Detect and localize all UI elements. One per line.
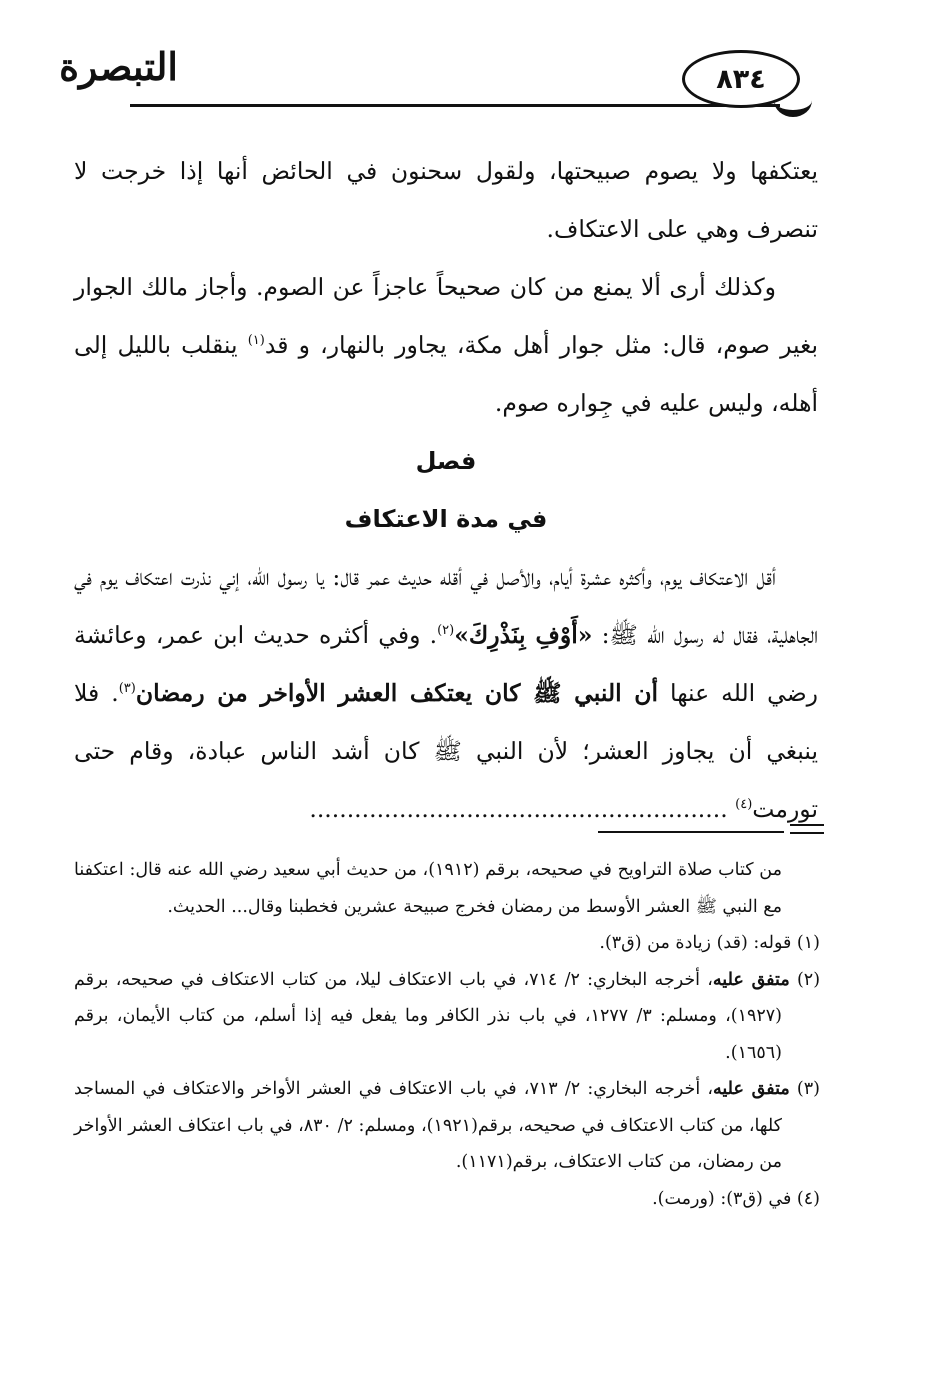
page-header [60,38,830,113]
footnote-2-text: ، أخرجه البخاري: ٢/ ٧١٤، في باب الاعتكاف ليلا، من كتاب الاعتكاف في صحيحه، برقم (١٩٢٧)، ومسلم: ٣/ ١٢٧٧، في باب نذر الكافر وما يفعل فيه إذا أسلم، من كتاب الأيمان، برقم (١٦٥٦). [74,969,782,1063]
paragraph-2-text-end: ينقلب بالليل إلى أهله، وليس عليه في جِواره صوم. [74,331,818,417]
paragraph-1: يعتكفها ولا يصوم صبيحتها، ولقول سحنون في الحائض أنها إذا خرجت لا تنصرف وهي على الاعتكاف. [74,157,818,243]
main-text [74,142,818,838]
footnote-3-text: ، أخرجه البخاري: ٢/ ٧١٣، في باب الاعتكاف في العشر الأواخر والاعتكاف في المساجد كلها، من كتاب الاعتكاف في صحيحه، برقم(١٩٢١)، ومسلم: ٢/ ٨٣٠، في باب اعتكاف العشر الأواخر من رمضان، من كتاب الاعتكاف، برقم(١١٧١). [74,1079,782,1172]
paragraph-2 [74,258,818,432]
footnote-ref-4: (٤) [735,797,753,813]
paragraph-3-text-3: . فلا ينبغي أن يجاوز العشر؛ لأن النبي ﷺ كان أشد الناس عبادة، وقام حتى تورمت [74,679,818,823]
section-subheading: في مدة الاعتكاف [344,505,548,533]
paragraph-3 [74,548,818,838]
footnote-ref-2: (٢) [437,623,455,639]
paragraph-3-text-2: . وفي أكثره حديث ابن عمر، وعائشة رضي الله عنها [74,621,819,707]
footnote-ref-1: (١) [247,333,265,349]
hadith-quote-2: أن النبي ﷺ كان يعتكف العشر الأواخر من رمضان [135,679,659,707]
book-title-logo: التبصرة [59,44,178,89]
paragraph-2-text: وكذلك أرى ألا يمنع من كان صحيحاً عاجزاً عن الصوم. وأجاز مالك الجوار بغير صوم، قال: مثل جوار أهل مكة، يجاور بالنهار، و قد [74,273,819,359]
hadith-quote: «أَوْفِ بِنَذْرِكَ» [454,621,593,649]
footnote-continuation: من كتاب صلاة التراويح في صحيحه، برقم (١٩١٢)، من حديث أبي سعيد رضي الله عنه قال: اعتكفنا مع النبي ﷺ العشر الأوسط من رمضان فخرج صبيحة عشرين فخطبنا وقال... الحديث. [74,860,782,917]
footnote-4: (٤) في (ق٣): (ورمت). [652,1188,820,1209]
footnote-1: (١) قوله: (قد) زيادة من (ق٣). [599,933,820,953]
footnotes [74,852,820,1217]
footnote-3-number: (٣) [789,1079,820,1099]
footnote-2-number: (٢) [789,969,821,990]
header-rule [130,104,780,107]
page-number: ٨٣٤ [682,50,800,108]
footnote-ref-3: (٣) [118,681,136,697]
footnote-2-label: متفق عليه [712,969,790,990]
continuation-mark-2 [790,832,824,834]
footnote-separator [598,831,784,833]
footnote-3-label: متفق عليه [713,1079,790,1099]
footnote-3 [74,1071,820,1181]
continuation-dots: ........................................................ [309,795,736,823]
footnote-2 [74,962,820,1072]
paragraph-3-text: أقل الاعتكاف يوم، وأكثره عشرة أيام، والأصل في أقله حديث عمر قال: يا رسول الله، إني نذرت اعتكاف يوم في الجاهلية، فقال له رسول الله ﷺ: [74,563,818,649]
section-heading: فصل [415,447,477,475]
continuation-mark [790,824,824,828]
